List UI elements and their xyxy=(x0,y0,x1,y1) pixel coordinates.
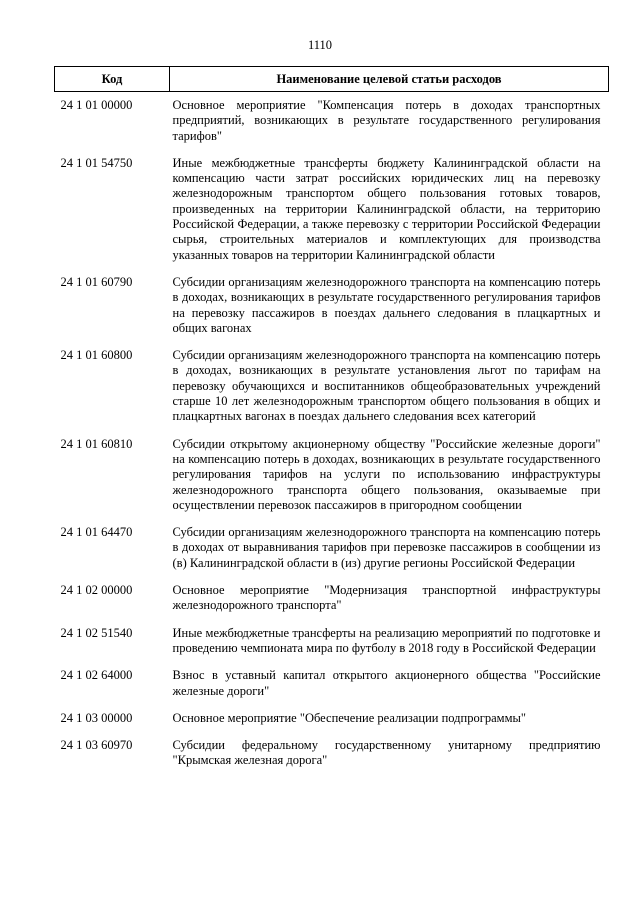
header-name: Наименование целевой статьи расходов xyxy=(170,67,609,92)
table-row xyxy=(55,620,609,663)
header-code: Код xyxy=(55,67,170,92)
row-name: Субсидии организациям железнодорожного транспорта на компенсацию потерь в доходах от выравнивания тарифов при перевозке пассажиров в сообщении из (в) Калининградской области в (из) другие регионы Российской Федерации xyxy=(172,525,601,570)
row-code: 24 1 01 60790 xyxy=(60,274,133,289)
row-name: Основное мероприятие "Компенсация потерь в доходах транспортных предприятий, возникающих в результате государственного регулирования тарифов" xyxy=(172,98,601,143)
row-code: 24 1 03 00000 xyxy=(60,710,133,725)
row-name: Основное мероприятие "Обеспечение реализации подпрограммы" xyxy=(172,710,526,725)
row-name: Взнос в уставный капитал открытого акционерного общества "Российские железные дороги" xyxy=(172,668,601,698)
table-row xyxy=(55,150,609,269)
row-name: Субсидии открытому акционерному обществу "Российские железные дороги" на компенсацию потерь в доходах, возникающих в результате государственного регулирования тарифов на услуги по использованию инфраструктуры железнодорожного транспорта общего пользования, оказываемые при осуществлении перевозок пассажиров в пригородном сообщении xyxy=(172,436,601,512)
table-row xyxy=(55,431,609,519)
row-code: 24 1 01 00000 xyxy=(60,98,133,112)
row-code: 24 1 01 64470 xyxy=(60,525,133,540)
row-name: Иные межбюджетные трансферты на реализацию мероприятий по подготовке и проведению чемпионата мира по футболу в 2018 году в Российской Федерации xyxy=(172,625,601,655)
table-row xyxy=(55,269,609,342)
row-name: Основное мероприятие "Модернизация транспортной инфраструктуры железнодорожного транспорта" xyxy=(172,583,601,613)
row-code: 24 1 03 60970 xyxy=(60,738,133,753)
row-code: 24 1 01 54750 xyxy=(60,155,133,170)
row-name: Субсидии организациям железнодорожного транспорта на компенсацию потерь в доходах, возникающих в результате установления льгот по тарифам на перевозку обучающихся и воспитанников общеобразовательных учреждений старше 10 лет железнодорожным транспортом общего пользования в общих и плацкартных вагонах в поездах дальнего следования всех категорий xyxy=(172,348,601,424)
table-row xyxy=(55,705,609,732)
row-code: 24 1 02 64000 xyxy=(60,668,133,683)
row-name: Иные межбюджетные трансферты бюджету Калининградской области на компенсацию части затрат российских юридических лиц на перевозку железнодорожным транспортом общего пользования готовых товаров, произведенных на территории Калининградской области, на территорию Российской Федерации, а также перевозку с территории Российской Федерации сырья, строительных материалов и комплектующих для производства указанных товаров на территории Калининградской области xyxy=(172,155,601,262)
table-row xyxy=(55,342,609,430)
table-row xyxy=(55,577,609,620)
table-row xyxy=(55,732,609,775)
table-row xyxy=(55,662,609,705)
table-row xyxy=(55,92,609,150)
table-row xyxy=(55,519,609,577)
row-code: 24 1 02 00000 xyxy=(60,583,133,598)
row-code: 24 1 02 51540 xyxy=(60,625,133,640)
row-name: Субсидии организациям железнодорожного транспорта на компенсацию потерь в доходах, возникающих в результате государственного регулирования тарифов на перевозку пассажиров в поездах дальнего следования в плацкартных и общих вагонах xyxy=(172,274,601,335)
row-name: Субсидии федеральному государственному унитарному предприятию "Крымская железная дорога" xyxy=(172,738,601,768)
table-header-row xyxy=(55,67,609,92)
row-code: 24 1 01 60810 xyxy=(60,436,133,451)
budget-items-table xyxy=(54,66,609,775)
row-code: 24 1 01 60800 xyxy=(60,348,133,363)
page-number: 1110 xyxy=(307,38,333,52)
